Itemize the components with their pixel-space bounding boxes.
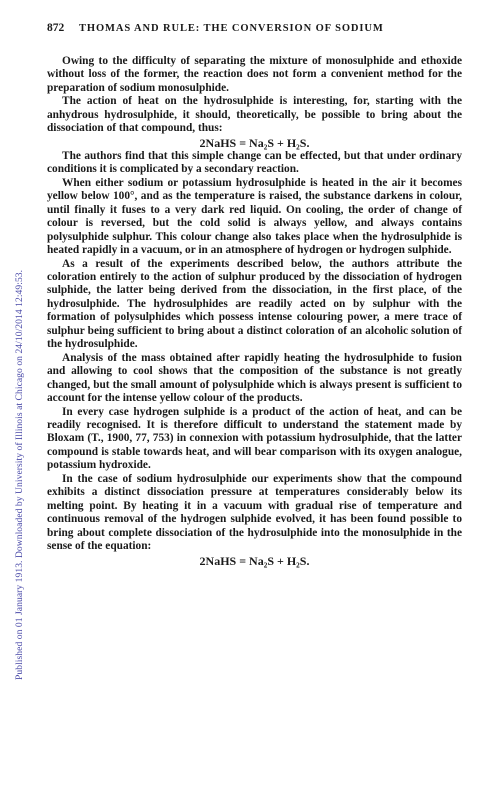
paragraph: Analysis of the mass obtained after rapidly heating the hydrosulphide to fusion and allowing to cool shows that the composition of the substance is not greatly changed, but the small amount of polysulphide which is always present is sufficient to account for the intense yellow colour of the products. bbox=[47, 351, 462, 405]
paragraph: In every case hydrogen sulphide is a product of the action of heat, and can be readily recognised. It is therefore difficult to understand the statement made by Bloxam (T., 1900, 77, 753) in connexion with potassium hydrosulphide, that the latter compound is stable towards heat, and will bear comparison with its oxygen analogue, potassium hydroxide. bbox=[47, 405, 462, 472]
running-title: THOMAS AND RULE: THE CONVERSION OF SODIUM bbox=[79, 23, 384, 34]
journal-page bbox=[47, 22, 462, 568]
paragraph: The action of heat on the hydrosulphide is interesting, for, starting with the anhydrous hydrosulphide, it should, theoretically, be possible to bring about the dissociation of that compound, thus: bbox=[47, 95, 462, 135]
equation: 2NaHS = Na₂S + H₂S. bbox=[199, 553, 310, 568]
article-body bbox=[47, 55, 462, 568]
equation: 2NaHS = Na₂S + H₂S. bbox=[199, 135, 310, 150]
paragraph: As a result of the experiments described below, the authors attribute the coloration entirely to the action of sulphur produced by the dissociation of hydrogen sulphide, the latter being derived from the dissociation, in the first place, of the hydrosulphide. The hydrosulphides are readily acted on by sulphur with the formation of polysulphides which possess intense colouring power, a mere trace of sulphur being sufficient to bring about a distinct coloration of an alcoholic solution of the hydrosulphide. bbox=[47, 257, 462, 351]
download-watermark bbox=[2, 40, 25, 680]
running-header bbox=[47, 22, 462, 39]
paragraph: In the case of sodium hydrosulphide our experiments show that the compound exhibits a distinct dissociation pressure at temperatures considerably below its melting point. By heating it in a vacuum with gradual rise of temperature and continuous removal of the hydrogen sulphide evolved, it has been found possible to bring about complete dissociation of the hydrosulphide into the monosulphide in the sense of the equation: bbox=[47, 472, 462, 553]
paragraph: The authors find that this simple change can be effected, but that under ordinary conditions it is complicated by a secondary reaction. bbox=[47, 149, 462, 176]
download-watermark-text: Published on 01 January 1913. Downloaded by University of Illinois at Chicago on 24/10/2014 12:49:53. bbox=[14, 269, 25, 680]
paragraph: When either sodium or potassium hydrosulphide is heated in the air it becomes yellow below 100°, and as the temperature is raised, the substance darkens in colour, until finally it fuses to a very dark red liquid. On cooling, the order of change of colour is reversed, but the cold solid is always yellow, and always contains polysulphide sulphur. This colour change also takes place when the hydrosulphide is heated rapidly in a vacuum, or in an atmosphere of hydrogen or hydrogen sulphide. bbox=[47, 176, 462, 257]
paragraph: Owing to the difficulty of separating the mixture of monosulphide and ethoxide without loss of the former, the reaction does not form a convenient method for the preparation of sodium monosulphide. bbox=[47, 55, 462, 94]
page-number: 872 bbox=[47, 22, 65, 34]
